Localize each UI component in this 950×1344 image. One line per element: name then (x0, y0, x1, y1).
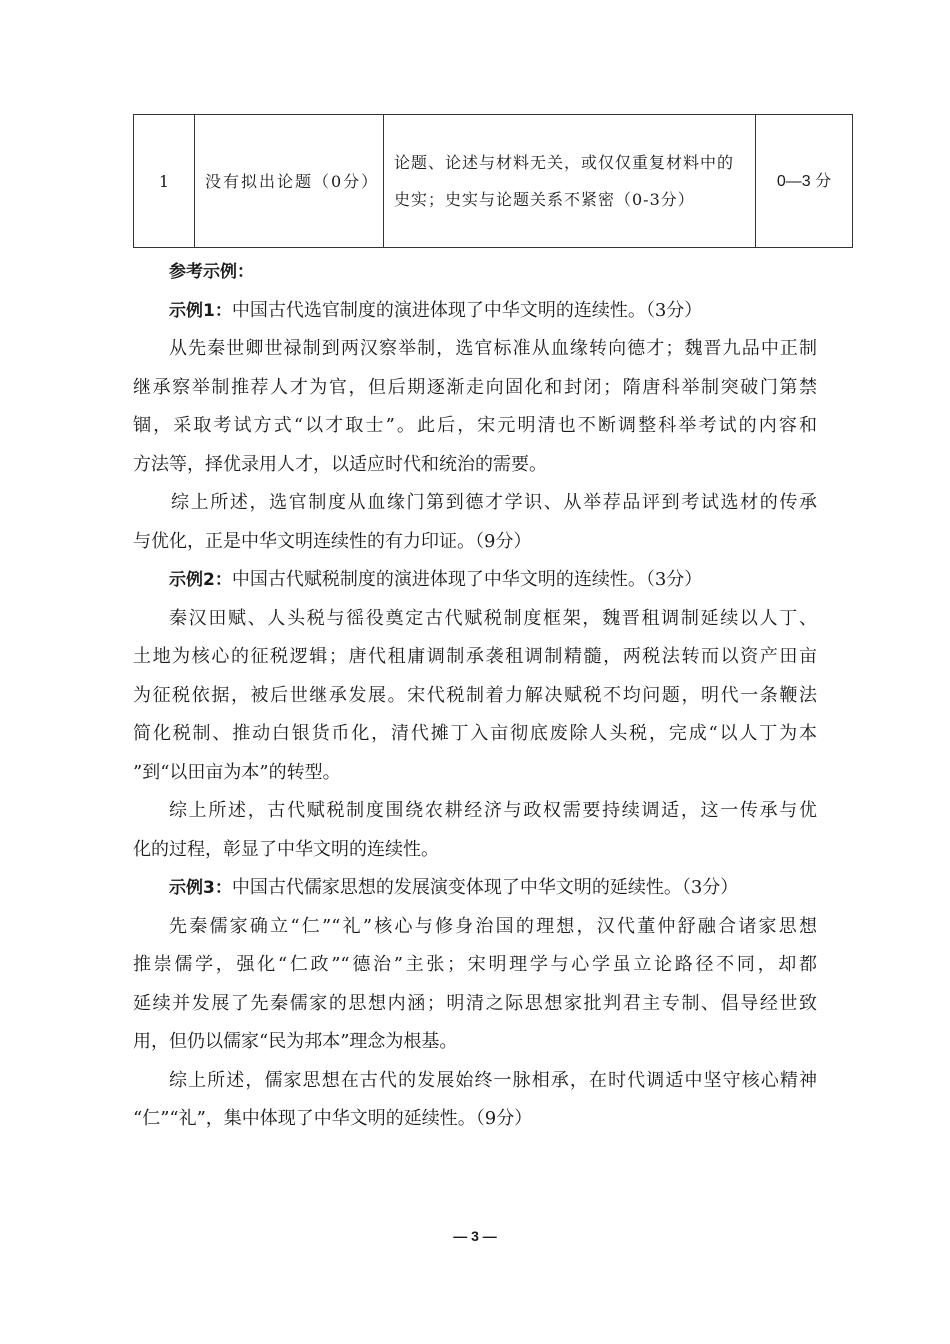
example3-p2-line: 综上所述，儒家思想在古代的发展始终一脉相承，在时代调适中坚守核心精神 (169, 1069, 817, 1091)
example2-p1-line: 秦汉田赋、人头税与徭役奠定古代赋税制度框架，魏晋租调制延续以人丁、 (169, 607, 817, 629)
level-cell: 1 (134, 115, 195, 248)
example2-title: 中国古代赋税制度的演进体现了中华文明的连续性。（3分） (231, 569, 703, 590)
example3-title-line (133, 869, 817, 908)
example2-p1-line: 简化税制、推动白银货币化，清代摊丁入亩彻底废除人头税，完成“以人丁为本 (133, 723, 817, 744)
example3-p1-line: 先秦儒家确立“仁”“礼”核心与修身治国的理想，汉代董仲舒融合诸家思想 (169, 915, 817, 937)
table-row (134, 115, 853, 248)
example1-title-line (133, 292, 817, 331)
page-number: — 3 — (453, 1228, 497, 1244)
example1-p2-line: 与优化，正是中华文明连续性的有力印证。（9分） (133, 530, 532, 552)
reference-heading: 参考示例： (169, 262, 254, 282)
example1-p1-line: 从先秦世卿世禄制到两汉察举制，选官标准从血缘转向德才；魏晋九品中正制 (169, 338, 817, 359)
example2-p2-line: 综上所述，古代赋税制度围绕农耕经济与政权需要持续调适，这一传承与优 (169, 800, 817, 821)
example1-p2-line: 综上所述，选官制度从血缘门第到德才学识、从举荐品评到考试选材的传承 (171, 492, 817, 513)
example1-title: 中国古代选官制度的演进体现了中华文明的连续性。（3分） (231, 299, 703, 321)
score-cell: 0—3 分 (756, 115, 853, 248)
example3-p1-line: 延续并发展了先秦儒家的思想内涵；明清之际思想家批判君主专制、倡导经世致 (133, 992, 817, 1014)
example2-label: 示例2： (169, 570, 232, 590)
example3-label: 示例3： (169, 878, 232, 898)
reference-examples (133, 253, 817, 1139)
example2-title-line (133, 561, 817, 600)
grading-table (133, 114, 853, 248)
example1-p1-line: 继承察举制推荐人才为官，但后期逐渐走向固化和封闭；隋唐科举制突破门第禁 (133, 376, 817, 398)
example1-label: 示例1： (169, 300, 232, 321)
example2-p1-line: 土地为核心的征税逻辑；唐代租庸调制承袭租调制精髓，两税法转而以资产田亩 (133, 646, 817, 667)
example2-p1-line: 为征税依据，被后世继承发展。宋代税制着力解决赋税不均问题，明代一条鞭法 (133, 684, 817, 706)
description-cell: 论题、论述与材料无关，或仅仅重复材料中的史实；史实与论题关系不紧密（0-3分） (384, 115, 756, 248)
example1-p1-line: 方法等，择优录用人才，以适应时代和统治的需要。 (133, 453, 547, 475)
example1-p1-line: 锢，采取考试方式“以才取士”。此后，宋元明清也不断调整科举考试的内容和 (133, 415, 817, 436)
example3-p1-line: 用，但仍以儒家“民为邦本”理念为根基。 (133, 1031, 458, 1052)
example3-title: 中国古代儒家思想的发展演变体现了中华文明的延续性。（3分） (231, 877, 739, 898)
topic-cell: 没有拟出论题（0分） (195, 115, 384, 248)
example3-p2-line: “仁”“礼”，集中体现了中华文明的延续性。（9分） (133, 1108, 533, 1129)
example3-p1-line: 推崇儒学，强化“仁政”“德治”主张；宋明理学与心学虽立论路径不同，却都 (133, 954, 817, 975)
example2-p1-line: ”到“以田亩为本”的转型。 (133, 761, 341, 783)
example2-p2-line: 化的过程，彰显了中华文明的连续性。 (133, 838, 439, 860)
